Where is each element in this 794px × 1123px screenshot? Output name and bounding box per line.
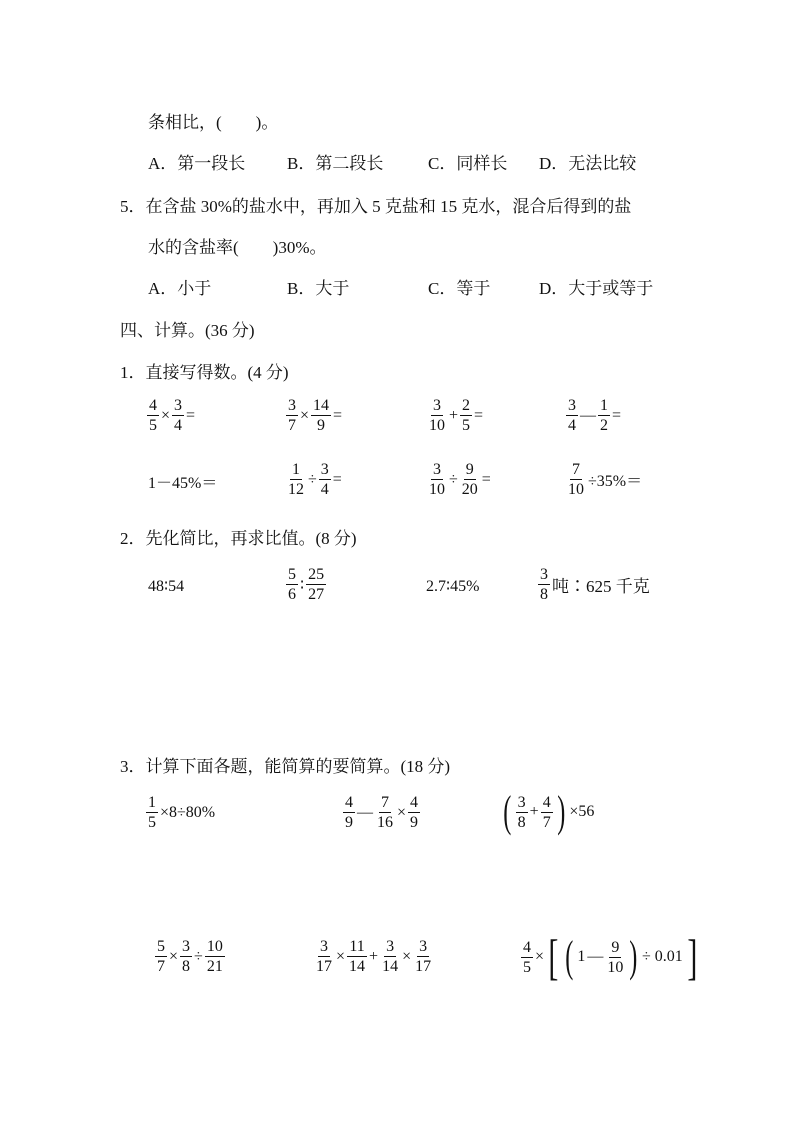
q4-continuation: 条相比，( )。 xyxy=(148,113,279,132)
q3-expr-4: $\frac{5}{7}$ × $\frac{3}{8}$ ÷ $\frac{10}{21}$ xyxy=(157,938,223,975)
section-heading: 四、计算。(36 分) xyxy=(120,321,255,340)
q3-expr-2: $\frac{4}{9}$ — $\frac{7}{16}$ × $\frac{4}{9}$ xyxy=(345,794,419,831)
q5-option-d: D．大于或等于 xyxy=(539,279,654,298)
q2-title: 2．先化简比，再求比值。(8 分) xyxy=(120,529,357,548)
q5-line2: 水的含盐率( )30%。 xyxy=(148,238,327,257)
q1-expr-3: $\frac{3}{10}$ + $\frac{2}{5}$ = xyxy=(429,397,484,434)
q1-expr-4: $\frac{3}{4}$ — $\frac{1}{2}$ = xyxy=(568,397,622,434)
q2-ratio-4: $\frac{3}{8}$ 吨∶625 千克 xyxy=(540,566,650,603)
q2-ratio-3: 2.7∶45% xyxy=(426,578,480,595)
q3-expr-6: $\frac{4}{5}$ × [ ( 1 — $\frac{9}{10}$ ) ÷ 0.01 ] xyxy=(523,929,698,985)
q4-option-b: B．第二段长 xyxy=(287,154,384,173)
q5-option-c: C．等于 xyxy=(428,279,491,298)
q1-expr-1: $\frac{4}{5}$ × $\frac{3}{4}$ = xyxy=(149,397,196,434)
q3-expr-3: ( $\frac{3}{8}$ + $\frac{4}{7}$ ) ×56 xyxy=(503,787,595,836)
q4-option-d: D．无法比较 xyxy=(539,154,637,173)
q1-expr-2: $\frac{3}{7}$ × $\frac{14}{9}$ = xyxy=(288,397,343,434)
q3-expr-5: $\frac{3}{17}$ × $\frac{11}{14}$ + $\frac{3}{14}$ × $\frac{3}{17}$ xyxy=(316,938,432,975)
q1-expr-6: $\frac{1}{12}$ ÷ $\frac{3}{4}$ = xyxy=(288,461,342,498)
q1-title: 1．直接写得数。(4 分) xyxy=(120,363,289,382)
q1-expr-8: $\frac{7}{10}$ ÷35%＝ xyxy=(568,461,643,498)
q4-option-c: C．同样长 xyxy=(428,154,508,173)
q1-expr-7: $\frac{3}{10}$ ÷ $\frac{9}{20}$ = xyxy=(429,461,491,498)
q3-title: 3．计算下面各题，能简算的要简算。(18 分) xyxy=(120,757,451,776)
q5-line1: 5．在含盐 30%的盐水中，再加入 5 克盐和 15 克水，混合后得到的盐 xyxy=(120,197,632,216)
q5-option-a: A．小于 xyxy=(148,279,212,298)
q2-ratio-1: 48∶54 xyxy=(148,578,185,595)
q3-expr-1: $\frac{1}{5}$ ×8÷80% xyxy=(148,794,216,831)
q5-option-b: B．大于 xyxy=(287,279,350,298)
q2-ratio-2: $\frac{5}{6}$ ∶ $\frac{25}{27}$ xyxy=(288,566,325,603)
q4-option-a: A．第一段长 xyxy=(148,154,246,173)
q1-expr-5: 1－45%＝ xyxy=(148,475,218,492)
